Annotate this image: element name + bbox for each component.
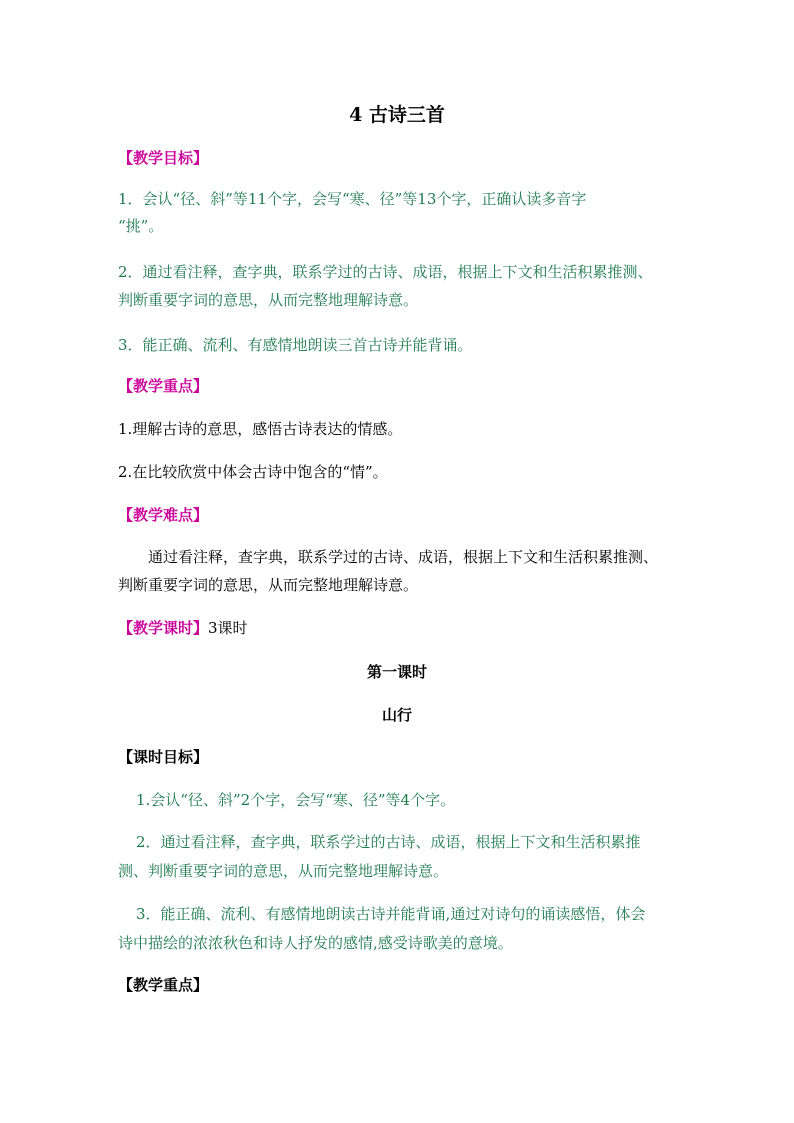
goal-2-line-1: 2．通过看注释，查字典，联系学过的古诗、成语，根据上下文和生活积累推测、 [118, 263, 653, 281]
difficulty-line-2: 判断重要字词的意思，从而完整地理解诗意。 [118, 576, 419, 594]
goal-3: 3．能正确、流利、有感情地朗读三首古诗并能背诵。 [118, 336, 473, 354]
lesson-title: 第一课时 [366, 663, 427, 681]
goal-1-line-1: 1．会认“径、斜”等11个字，会写“寒、径”等13个字，正确认读多音字 [118, 190, 587, 208]
lesson-goal-3-line-2: 诗中描绘的浓浓秋色和诗人抒发的感情,感受诗歌美的意境。 [118, 934, 513, 952]
goal-1-line-2: “挑”。 [118, 217, 164, 235]
key-point-2: 2.在比较欣赏中体会古诗中饱含的“情”。 [118, 463, 388, 481]
class-hours-row [118, 618, 248, 638]
difficulty-heading: 【教学难点】 [118, 506, 209, 524]
teaching-goals-heading: 【教学目标】 [118, 149, 209, 167]
class-hours-value: 3课时 [208, 619, 248, 637]
poem-title: 山行 [381, 706, 412, 724]
goal-2-line-2: 判断重要字词的意思，从而完整地理解诗意。 [118, 291, 419, 309]
lesson-key-heading: 【教学重点】 [118, 976, 209, 994]
lesson-goal-2-line-2: 测、判断重要字词的意思，从而完整地理解诗意。 [118, 862, 449, 880]
key-points-heading: 【教学重点】 [118, 377, 209, 395]
lesson-goals-heading: 【课时目标】 [118, 748, 209, 766]
lesson-goal-1: 1.会认“径、斜”2个字，会写“寒、径”等4个字。 [136, 791, 456, 809]
document-title: 4 古诗三首 [349, 104, 445, 126]
lesson-goal-3-line-1: 3．能正确、流利、有感情地朗读古诗并能背诵,通过对诗句的诵读感悟，体会 [136, 905, 646, 923]
difficulty-line-1: 通过看注释，查字典，联系学过的古诗、成语，根据上下文和生活积累推测、 [148, 548, 659, 566]
lesson-goal-2-line-1: 2．通过看注释，查字典，联系学过的古诗、成语，根据上下文和生活积累推 [136, 833, 641, 851]
key-point-1: 1.理解古诗的意思，感悟古诗表达的情感。 [118, 420, 403, 438]
class-hours-heading: 【教学课时】 [118, 619, 209, 637]
